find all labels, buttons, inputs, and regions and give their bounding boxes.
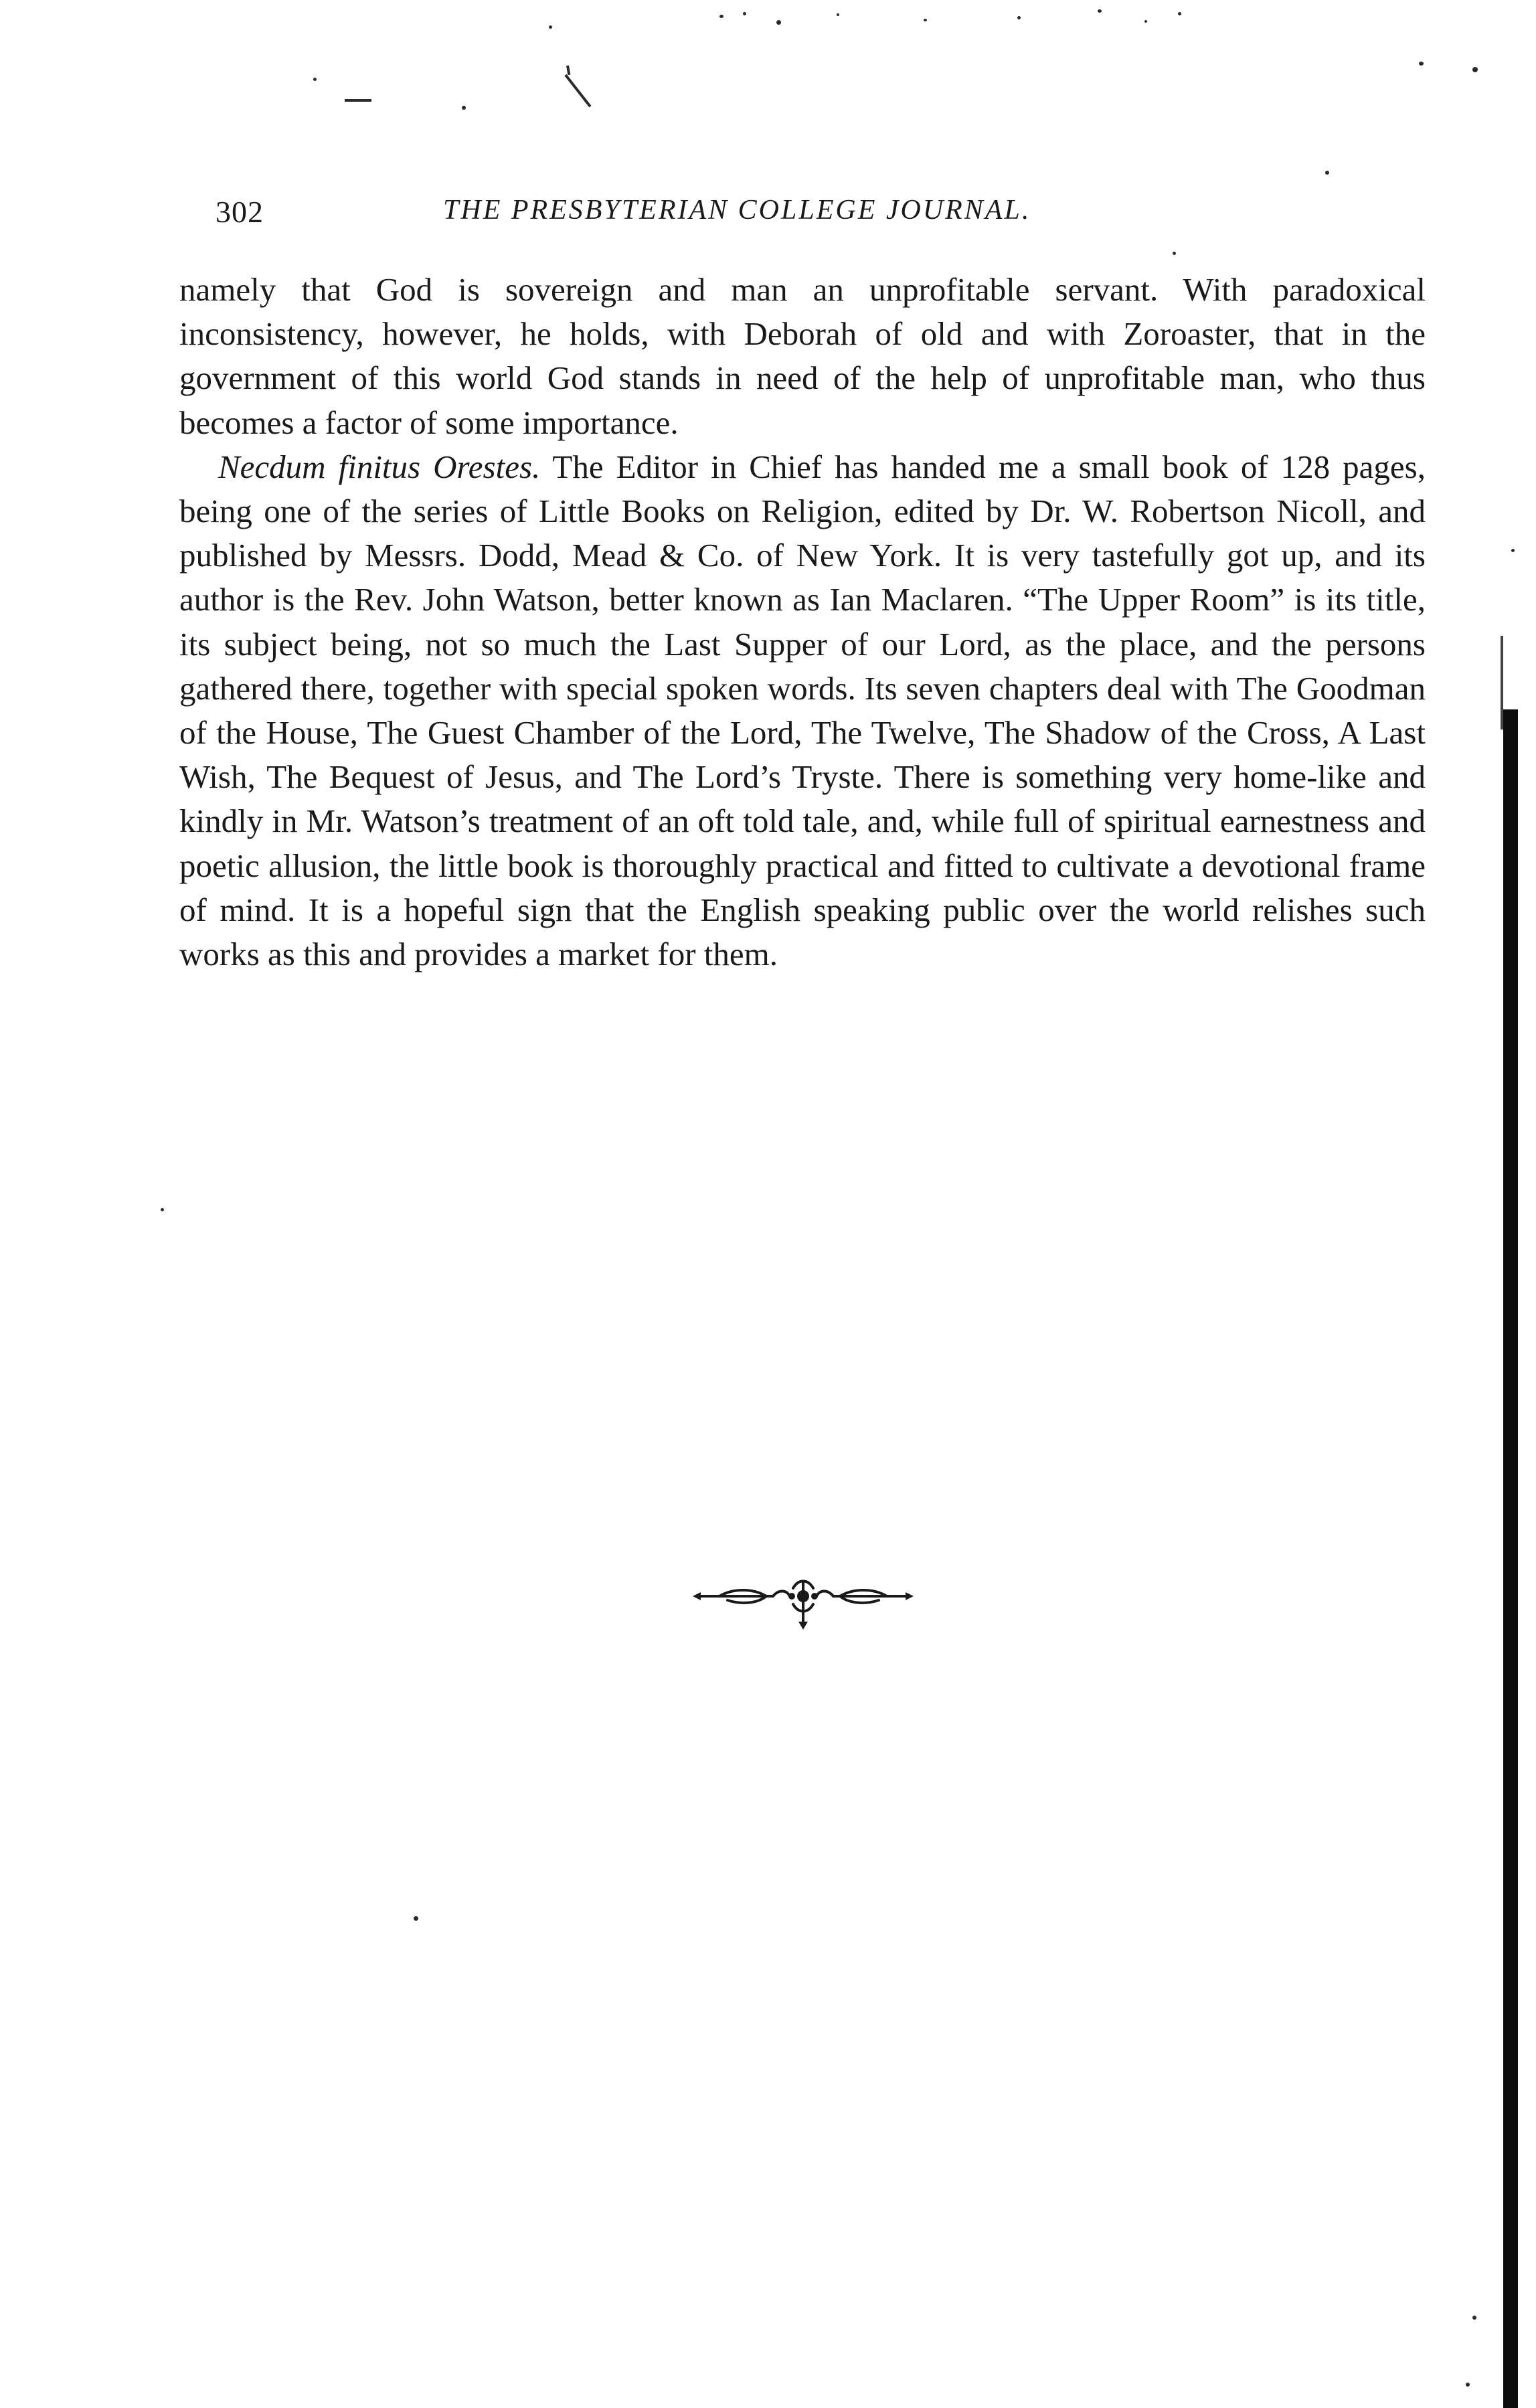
scan-speck — [719, 15, 723, 18]
scan-mark — [564, 74, 591, 108]
scan-speck — [313, 78, 317, 81]
scan-speck — [837, 13, 839, 16]
scan-speck — [414, 1916, 418, 1921]
scan-speck — [549, 25, 552, 29]
binding-edge-shadow — [1503, 709, 1518, 2408]
scan-speck — [1419, 62, 1424, 66]
scan-speck — [161, 1208, 164, 1211]
scan-speck — [1144, 20, 1147, 23]
scan-speck — [1466, 2383, 1470, 2387]
scan-mark — [566, 66, 570, 75]
scan-speck — [1472, 67, 1478, 72]
scan-speck — [776, 20, 781, 25]
paragraph-2-lead: Necdum finitus Orestes. — [218, 448, 541, 485]
scan-speck — [1173, 252, 1176, 255]
scan-speck — [1472, 2316, 1476, 2320]
scan-speck — [743, 12, 746, 15]
paragraph-2 — [179, 445, 1426, 976]
paragraph-2-text: The Editor in Chief has handed me a small book of 128 pages, being one of the series of Little Books on Religion, edited by Dr. W. Robertson Nicoll, and published by Messrs. Dodd, Mead & Co. of New York. It is very tastefully got up, and its author is the Rev. John Watson, better known as Ian Maclaren. “The Upper Room” is its title, its subject being, not so much the Last Supper of our Lord, as the place, and the persons gathered there, together with special spoken words. Its seven chapters deal with The Goodman of the House, The Guest Chamber of the Lord, The Twelve, The Shadow of the Cross, A Last Wish, The Bequest of Jesus, and The Lord’s Tryste. There is something very home-like and kindly in Mr. Watson’s treatment of an oft told tale, and, while full of spiritual earnestness and poetic allusion, the little book is thoroughly practical and fitted to cultivate a devotional frame of mind. It is a hopeful sign that the English speaking public over the world relishes such works as this and provides a market for them. — [179, 448, 1426, 973]
scan-speck — [462, 106, 466, 110]
page-number: 302 — [216, 195, 264, 229]
scan-speck — [1178, 12, 1181, 15]
scan-speck — [1511, 549, 1515, 552]
scan-speck — [924, 19, 927, 21]
scan-speck — [1017, 16, 1021, 19]
running-head — [216, 194, 1153, 234]
paragraph-1: namely that God is sovereign and man an unprofitable servant. With paradoxical inconsistency, however, he holds, with Deborah of old and with Zoroaster, that in the government of this world God stands in need of the help of unprofitable man, who thus becomes a factor of some importance. — [179, 271, 1426, 441]
article-body — [179, 268, 1426, 976]
printers-ornament-icon — [693, 1569, 914, 1630]
scan-speck — [1325, 171, 1329, 175]
scan-speck — [1098, 9, 1102, 13]
journal-title: THE PRESBYTERIAN COLLEGE JOURNAL. — [443, 195, 1031, 226]
scan-mark — [345, 99, 371, 102]
